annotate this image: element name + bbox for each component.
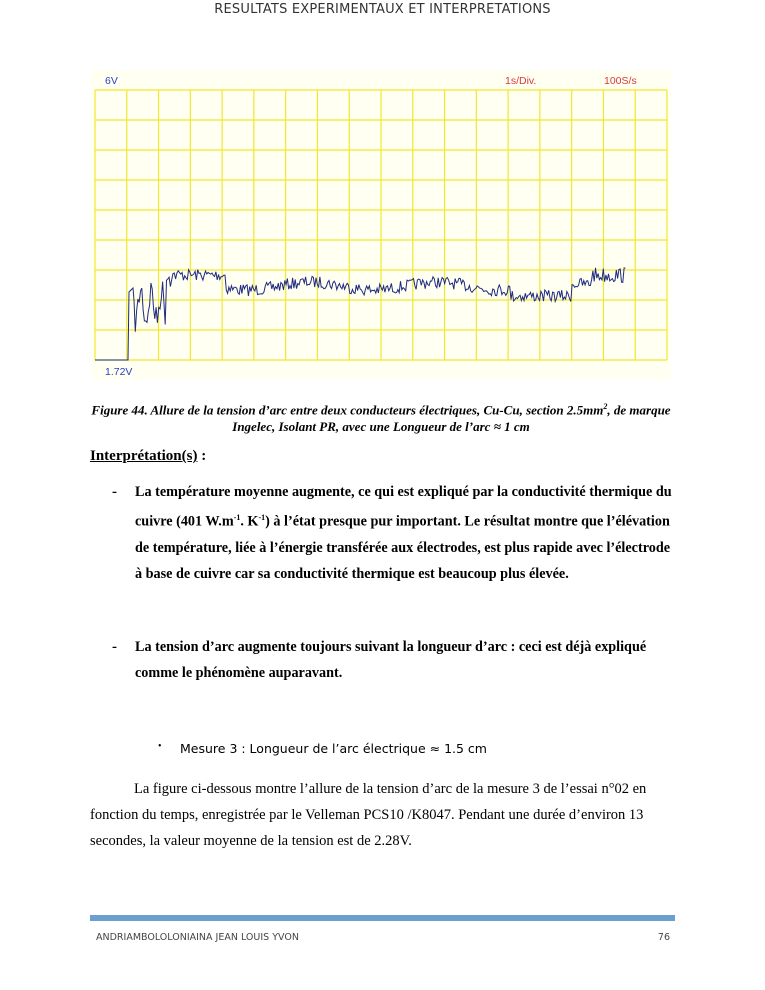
oscilloscope-figure — [91, 70, 671, 380]
interpretation-paragraph-1 — [135, 479, 675, 587]
readout-top-left: 6V — [105, 75, 118, 87]
readout-top-right: 100S/s — [604, 75, 637, 87]
mesure-heading: Mesure 3 : Longueur de l’arc électrique ≈ 1.5 cm — [180, 741, 487, 756]
caption-text-main: Figure 44. Allure de la tension d’arc entre deux conducteurs électriques, Cu-Cu, section 2.5mm — [91, 402, 604, 418]
caption-text-end: , de marque Ingelec, Isolant PR, avec une Longueur de l’arc ≈ 1 cm — [232, 402, 671, 435]
paragraph-1-sup-1: -1 — [233, 513, 241, 522]
body-paragraph: La figure ci-dessous montre l’allure de la tension d’arc de la mesure 3 de l’essai n°02 en fonction du temps, enregistrée par le Velleman PCS10 /K8047. Pendant une durée d’environ 13 secondes, la valeur moyenne de la tension est de 2.28V. — [90, 781, 647, 849]
footer-divider — [90, 915, 675, 921]
running-header: RESULTATS EXPERIMENTAUX ET INTERPRETATIONS — [214, 2, 551, 17]
bullet-dash-1: - — [112, 484, 117, 500]
bullet-dash-2: - — [112, 639, 117, 655]
interpretation-title: Interprétation(s) — [90, 448, 198, 464]
paragraph-1-part-a: La température moyenne augmente, ce qui est expliqué par la conductivité thermique du cuivre (401 W.m — [135, 484, 672, 530]
bullet-dot: • — [158, 741, 162, 752]
readout-bottom-left: 1.72V — [105, 366, 133, 378]
interpretation-heading — [90, 448, 206, 465]
readout-top-middle: 1s/Div. — [505, 75, 537, 87]
caption-superscript: 2 — [603, 402, 608, 411]
interpretation-colon: : — [197, 448, 207, 464]
paragraph-1-sup-2: -1 — [258, 513, 266, 522]
figure-caption — [91, 398, 671, 435]
footer-author: ANDRIAMBOLOLONIAINA JEAN LOUIS YVON — [96, 932, 299, 943]
interpretation-paragraph-2: La tension d’arc augmente toujours suivant la longueur d’arc : ceci est déjà expliqué comme le phénomène auparavant. — [135, 639, 647, 681]
footer-page-number: 76 — [657, 932, 670, 943]
paragraph-1-part-c: ) à l’état presque pur important. Le résultat montre que l’élévation de température, liée à l’énergie transférée aux électrodes, est plus rapide avec l’électrode à base de cuivre car sa conductivité thermique est beaucoup plus élevée. — [135, 513, 671, 582]
paragraph-1-part-b: . K — [240, 513, 259, 530]
